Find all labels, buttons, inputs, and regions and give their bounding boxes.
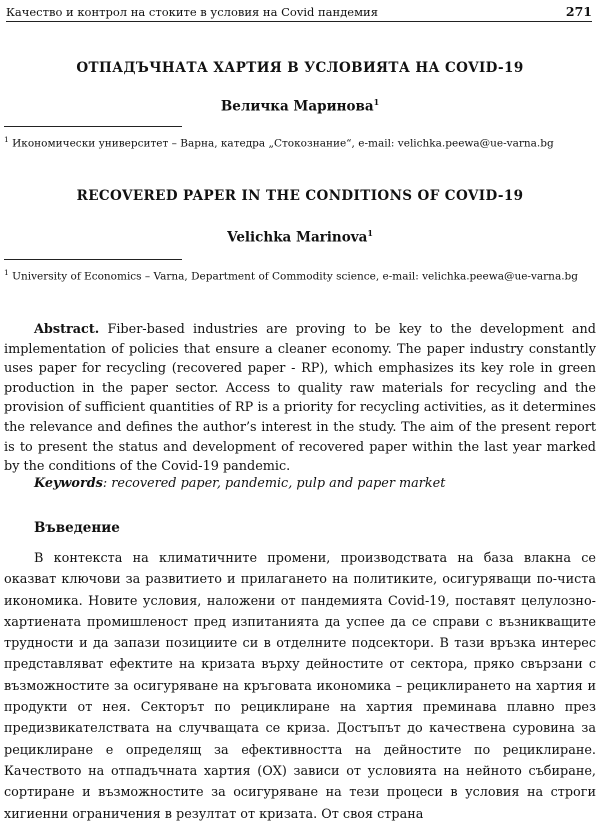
section-heading: Въведение <box>34 520 120 536</box>
abstract-text: Fiber-based industries are proving to be key to the development and implementation of policies that ensure a cleaner economy. The paper industry constantly uses paper for recycling (recovered paper - RP), which emphasizes its key role in green production in the paper sector. Access to quality raw materials for recycling and the provision of sufficient quantities of RP is a priority for recycling activities, as it determines the relevance and defines the author’s interest in the study. The aim of the present report is to present the status and development of recovered paper within the last year marked by the conditions of the Covid-19 pandemic. <box>4 322 596 475</box>
footnote-rule-bg <box>4 126 182 127</box>
keywords <box>34 476 445 491</box>
keywords-label: Keywords <box>34 476 103 491</box>
abstract <box>4 320 596 477</box>
keywords-text: : recovered paper, pandemic, pulp and paper market <box>102 476 446 491</box>
running-head-title: Качество и контрол на стоките в условия на Covid пандемия <box>6 5 378 19</box>
footnote-bg-mark: 1 <box>4 135 9 144</box>
author-bg <box>0 97 600 115</box>
author-bg-mark: 1 <box>373 97 380 107</box>
title-bg: ОТПАДЪЧНАТА ХАРТИЯ В УСЛОВИЯТА НА COVID-19 <box>76 60 524 76</box>
title-en: RECOVERED PAPER IN THE CONDITIONS OF COVID-19 <box>76 188 524 204</box>
footnote-rule-en <box>4 259 182 260</box>
footnote-en-mark: 1 <box>4 268 9 277</box>
author-en <box>0 228 600 246</box>
footnote-bg-text: Икономически университет – Варна, катедра „Стокознание“, e-mail: velichka.peewa@ue-varna.bg <box>12 137 554 150</box>
author-en-name: Velichka Marinova <box>227 229 368 246</box>
author-bg-name: Величка Маринова <box>220 98 374 115</box>
page-number: 271 <box>565 4 592 19</box>
abstract-label: Abstract. <box>34 322 100 337</box>
running-head <box>6 0 592 22</box>
footnote-en-text: University of Economics – Varna, Department of Commodity science, e-mail: velichka.peewa@ue-varna.bg <box>12 270 578 283</box>
intro-paragraph: В контекста на климатичните промени, производствата на база влакна се оказват ключови за развитието и прилагането на политиките, осигуряващи по-чиста икономика. Новите условия, наложени от пандемията Covid-19, поставят целулозно-хартиената промишленост пред изпитанията да успее да се справи с възникващите трудности и да запази позициите си в отделните подсектори. В тази връзка интерес представляват ефектите на кризата върху дейностите от сектора, пряко свързани с възможностите за осигуряване на кръговата икономика – рециклирането на хартия и продукти от нея. Секторът по рециклиране на хартия преминава плавно през предизвикателствата на случващата се криза. Достъпът до качествена суровина за рециклиране е определящ за ефективността на дейностите по рециклиране. Качеството на отпадъчната хартия (ОХ) зависи от условията на нейното събиране, сортиране и възможностите за осигуряване на тези процеси в условия на строги хигиенни ограничения в резултат от кризата. От своя страна <box>4 551 596 822</box>
footnote-en <box>4 266 594 284</box>
author-en-mark: 1 <box>367 228 373 238</box>
footnote-bg <box>4 133 594 151</box>
